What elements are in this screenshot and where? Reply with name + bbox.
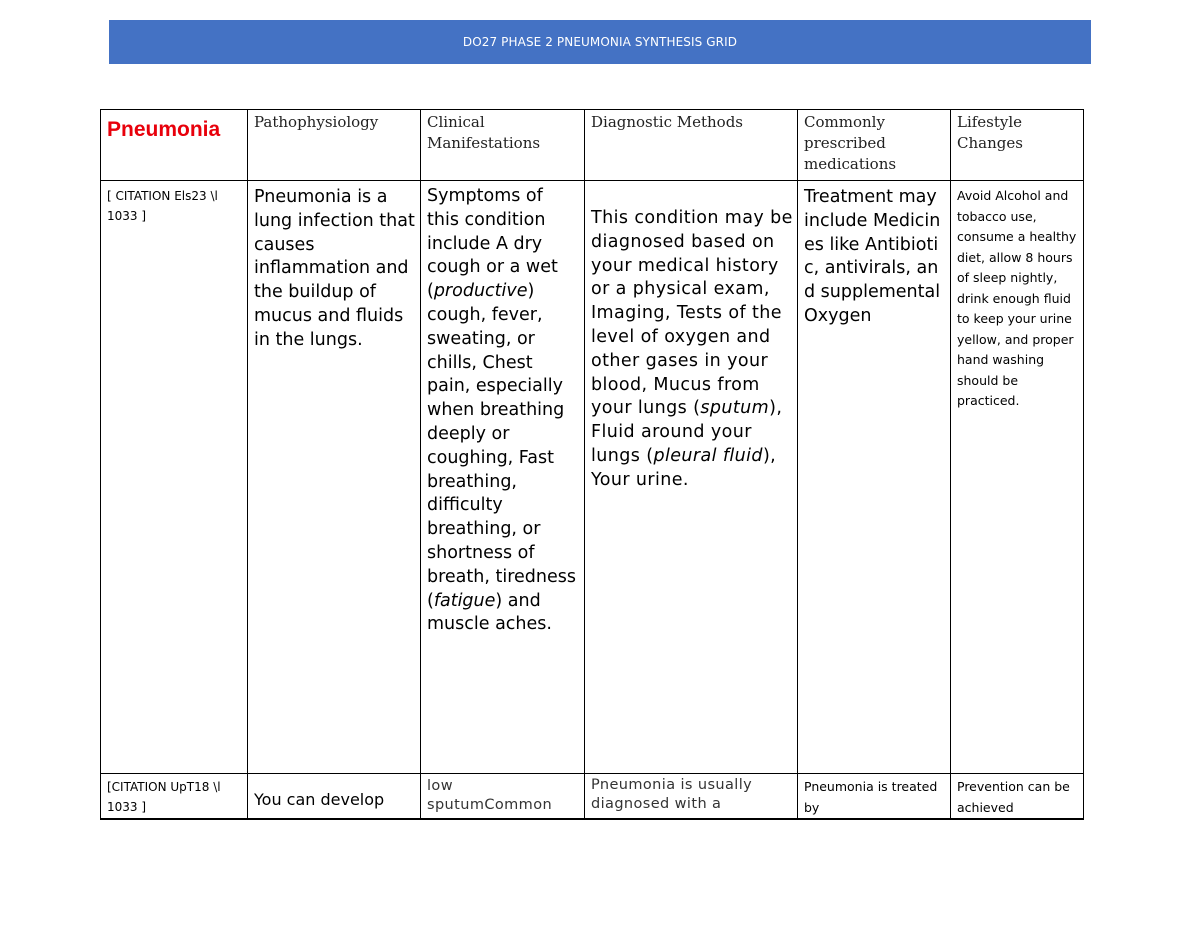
diagnostic-methods-text: Pneumonia is usually diagnosed with a	[591, 777, 753, 812]
diagnostic-methods-cell	[585, 181, 798, 774]
diagnostic-emphasis: sputum	[700, 398, 770, 419]
pathophysiology-text: Pneumonia is a lung infection that causes inflammation and the buildup of mucus and fluids in the lungs.	[254, 187, 415, 350]
column-header-diagnostic-methods	[585, 110, 798, 181]
header-row	[101, 110, 1084, 181]
clinical-text-part: ) cough, fever, sweating, or chills, Chest pain, especially when breathing deeply or coughing, Fast breathing, difficulty breathing, or shortness of breath, tiredness (	[427, 281, 576, 611]
column-header-label: Pathophysiology	[254, 113, 379, 131]
document-title-banner	[109, 20, 1091, 64]
column-header-pathophysiology	[248, 110, 421, 181]
citation-text: [ CITATION Els23 \l 1033 ]	[107, 189, 218, 223]
citation-cell	[101, 774, 248, 820]
clinical-manifestations-text	[427, 183, 580, 637]
synthesis-grid-table	[100, 109, 1084, 820]
lifestyle-changes-cell	[951, 181, 1084, 774]
diagnostic-text-part: This condition may be diagnosed based on your medical history or a physical exam, Imaging, Tests of the level of oxygen and other gases in your blood, Mucus from your lungs (	[591, 208, 793, 419]
medications-text: Treatment may include Medicines like Antibiotic, antivirals, and supplemental Oxygen	[804, 187, 941, 326]
column-header-label: Clinical Manifestations	[427, 113, 541, 152]
lifestyle-changes-cell	[951, 774, 1084, 820]
corner-cell	[101, 110, 248, 181]
document-title: DO27 PHASE 2 PNEUMONIA SYNTHESIS GRID	[462, 35, 738, 49]
clinical-manifestations-cell	[421, 774, 585, 820]
column-header-label: Lifestyle Changes	[957, 113, 1023, 152]
diagnostic-text-part: ), Your urine.	[591, 445, 777, 490]
diagnostic-methods-cell	[585, 774, 798, 820]
clinical-text-part: ) and muscle aches.	[427, 590, 552, 635]
clinical-emphasis: productive	[433, 281, 528, 302]
medications-cell	[798, 181, 951, 774]
citation-text: [CITATION UpT18 \l 1033 ]	[107, 780, 221, 814]
pathophysiology-text: You can develop	[254, 790, 385, 809]
column-header-label: Commonly prescribed medications	[804, 113, 897, 173]
column-header-medications	[798, 110, 951, 181]
lifestyle-changes-text: Avoid Alcohol and tobacco use, consume a healthy diet, allow 8 hours of sleep nightly, drink enough fluid to keep your urine yellow, and proper hand washing should be practiced.	[957, 188, 1077, 408]
clinical-manifestations-text: low sputumCommon	[427, 778, 553, 813]
medications-cell	[798, 774, 951, 820]
pathophysiology-cell	[248, 181, 421, 774]
pathophysiology-cell	[248, 774, 421, 820]
diagnostic-emphasis: pleural fluid	[653, 445, 763, 466]
medications-text: Pneumonia is treated by	[804, 779, 938, 815]
citation-cell	[101, 181, 248, 774]
clinical-text-part: Symptoms of this condition include A dry cough or a wet (	[427, 186, 558, 302]
column-header-lifestyle-changes	[951, 110, 1084, 181]
diagnostic-text-part: ), Fluid around your lungs (	[591, 398, 783, 466]
clinical-manifestations-cell	[421, 181, 585, 774]
column-header-clinical-manifestations	[421, 110, 585, 181]
diagnostic-methods-text	[591, 183, 793, 493]
clinical-emphasis: fatigue	[433, 590, 496, 611]
corner-title: Pneumonia	[107, 118, 221, 141]
table-row	[101, 774, 1084, 820]
lifestyle-changes-text: Prevention can be achieved	[957, 779, 1070, 815]
table-row	[101, 181, 1084, 774]
column-header-label: Diagnostic Methods	[591, 113, 744, 131]
